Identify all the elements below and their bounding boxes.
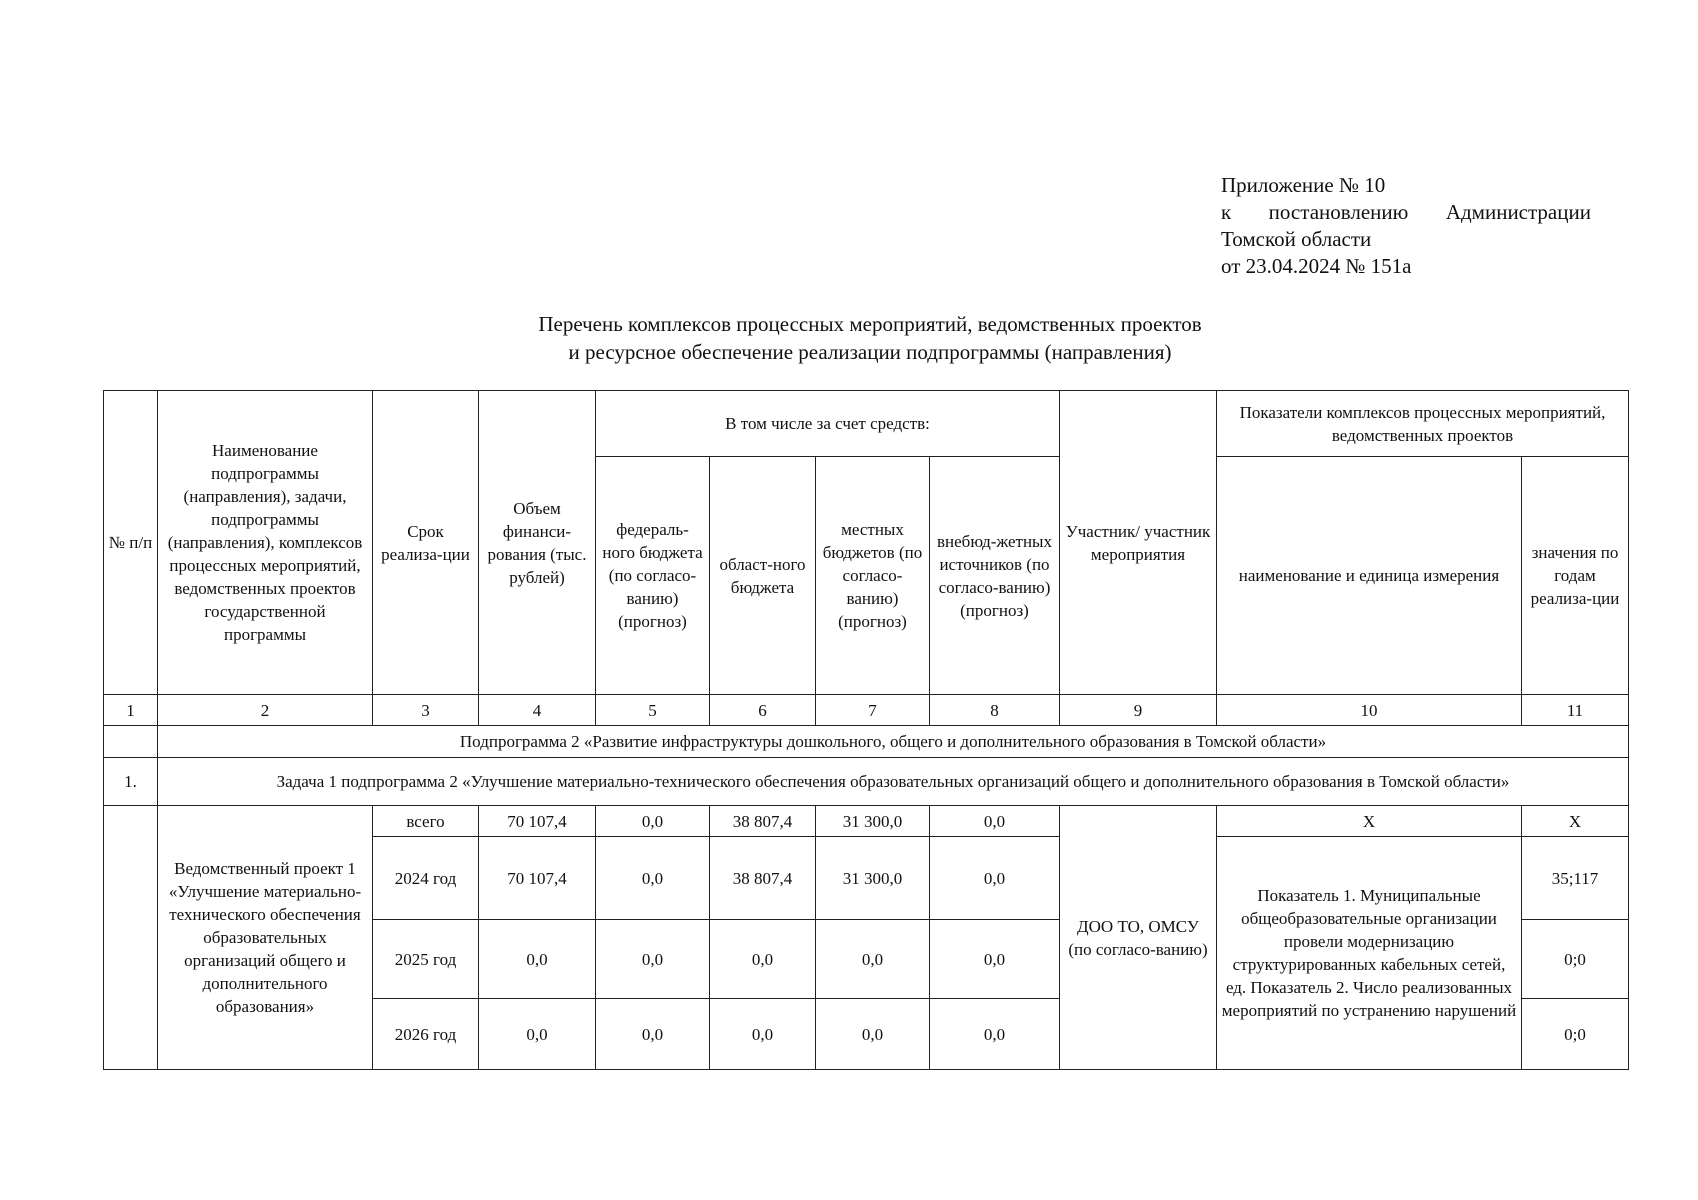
subprogram-row: [104, 726, 1629, 758]
column-number: 5: [596, 695, 710, 726]
indicator-value: 0;0: [1522, 920, 1629, 999]
header-regional: област-ного бюджета: [710, 457, 816, 695]
column-number: 8: [930, 695, 1060, 726]
indicator-description: Показатель 1. Муниципальные общеобразовательные организации провели модернизацию структурированных кабельных сетей, ед. Показатель 2. Число реализованных мероприятий по устранению нарушений: [1217, 837, 1522, 1070]
annex-word: к: [1221, 200, 1232, 224]
row-local: 0,0: [816, 999, 930, 1070]
annex-resolution-line: [1221, 199, 1591, 226]
column-number: 4: [479, 695, 596, 726]
column-number: 3: [373, 695, 479, 726]
project-name: Ведомственный проект 1 «Улучшение материально-технического обеспечения образовательных организаций общего и дополнительного образования»: [158, 806, 373, 1070]
task-number: 1.: [104, 758, 158, 806]
row-extra: 0,0: [930, 920, 1060, 999]
indicator-value: 0;0: [1522, 999, 1629, 1070]
row-federal: 0,0: [596, 806, 710, 837]
header-extra: внебюд-жетных источников (по согласо-ванию) (прогноз): [930, 457, 1060, 695]
subprogram-title: Подпрограмма 2 «Развитие инфраструктуры дошкольного, общего и дополнительного образования в Томской области»: [158, 726, 1629, 758]
header-indicator-name: наименование и единица измерения: [1217, 457, 1522, 695]
document-title: [0, 310, 1698, 366]
resource-table: [103, 390, 1629, 1070]
row-federal: 0,0: [596, 920, 710, 999]
task-row: [104, 758, 1629, 806]
annex-block: [1221, 172, 1591, 280]
header-local: местных бюджетов (по согласо-ванию) (прогноз): [816, 457, 930, 695]
row-federal: 0,0: [596, 837, 710, 920]
row-volume: 70 107,4: [479, 837, 596, 920]
column-number: 10: [1217, 695, 1522, 726]
indicator-value: 35;117: [1522, 837, 1629, 920]
column-numbers-row: [104, 695, 1629, 726]
row-regional: 0,0: [710, 999, 816, 1070]
row-extra: 0,0: [930, 837, 1060, 920]
header-indicators-group: Показатели комплексов процессных мероприятий, ведомственных проектов: [1217, 391, 1629, 457]
header-funds-group: В том числе за счет средств:: [596, 391, 1060, 457]
header-volume: Объем финанси-рования (тыс. рублей): [479, 391, 596, 695]
title-line-2: и ресурсное обеспечение реализации подпрограммы (направления): [568, 340, 1172, 364]
header-name: Наименование подпрограммы (направления), задачи, подпрограммы (направления), комплексов процессных мероприятий, ведомственных проектов государственной программы: [158, 391, 373, 695]
column-number: 1: [104, 695, 158, 726]
project-participant: ДОО ТО, ОМСУ (по согласо-ванию): [1060, 806, 1217, 1070]
task-title: Задача 1 подпрограмма 2 «Улучшение материально-технического обеспечения образовательных организаций общего и дополнительного образования в Томской области»: [158, 758, 1629, 806]
row-extra: 0,0: [930, 999, 1060, 1070]
column-number: 9: [1060, 695, 1217, 726]
row-period: 2026 год: [373, 999, 479, 1070]
row-regional: 38 807,4: [710, 837, 816, 920]
row-extra: 0,0: [930, 806, 1060, 837]
annex-region: Томской области: [1221, 227, 1372, 251]
header-num: № п/п: [104, 391, 158, 695]
column-number: 2: [158, 695, 373, 726]
row-local: 31 300,0: [816, 806, 930, 837]
row-regional: 38 807,4: [710, 806, 816, 837]
header-period: Срок реализа-ции: [373, 391, 479, 695]
header-indicator-values: значения по годам реализа-ции: [1522, 457, 1629, 695]
column-number: 11: [1522, 695, 1629, 726]
row-federal: 0,0: [596, 999, 710, 1070]
title-line-1: Перечень комплексов процессных мероприятий, ведомственных проектов: [538, 312, 1202, 336]
row-local: 0,0: [816, 920, 930, 999]
annex-date: от 23.04.2024 № 151а: [1221, 254, 1412, 278]
indicator-name-total: Х: [1217, 806, 1522, 837]
annex-word: постановлению: [1268, 200, 1409, 224]
indicator-value-total: Х: [1522, 806, 1629, 837]
annex-number: Приложение № 10: [1221, 173, 1386, 197]
row-period: всего: [373, 806, 479, 837]
row-regional: 0,0: [710, 920, 816, 999]
header-federal: федераль-ного бюджета (по согласо-ванию) (прогноз): [596, 457, 710, 695]
column-number: 7: [816, 695, 930, 726]
row-volume: 0,0: [479, 920, 596, 999]
row-volume: 70 107,4: [479, 806, 596, 837]
annex-word: Администрации: [1445, 200, 1591, 224]
column-number: 6: [710, 695, 816, 726]
project-row-total: [104, 806, 1629, 837]
row-period: 2024 год: [373, 837, 479, 920]
row-local: 31 300,0: [816, 837, 930, 920]
header-participant: Участник/ участник мероприятия: [1060, 391, 1217, 695]
row-volume: 0,0: [479, 999, 596, 1070]
row-period: 2025 год: [373, 920, 479, 999]
